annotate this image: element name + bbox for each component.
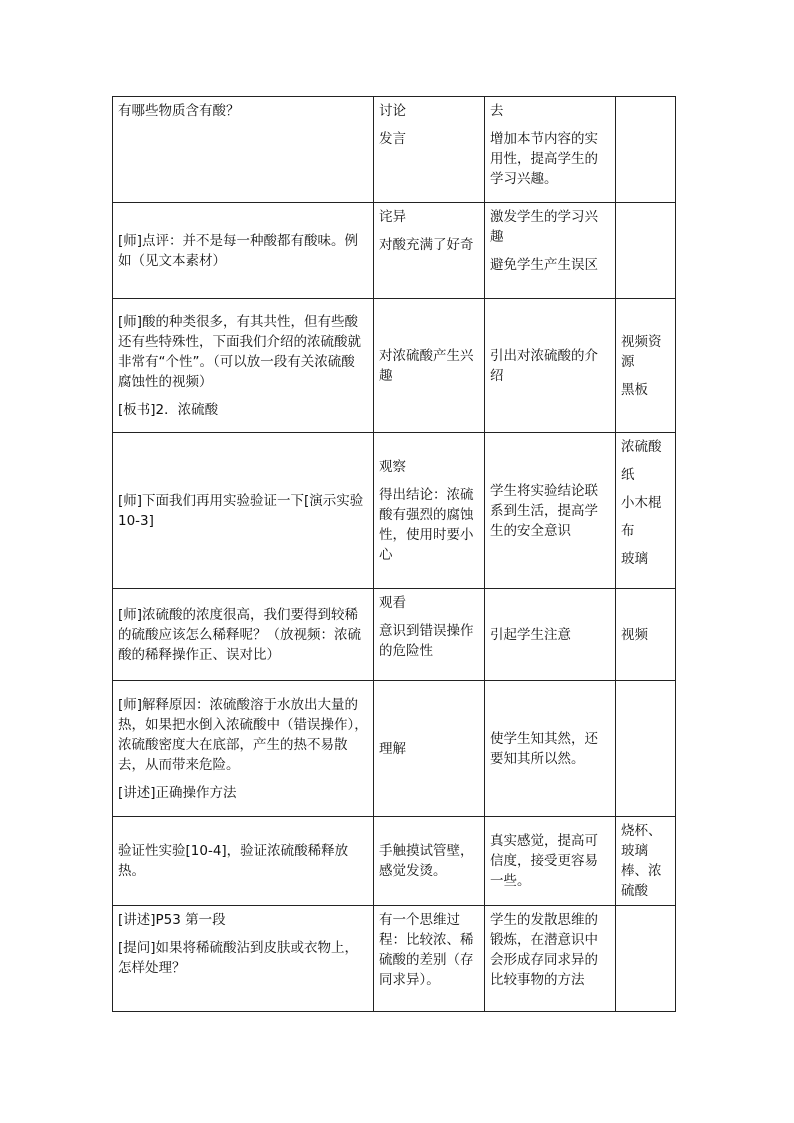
cell-text: 去 <box>490 103 504 119</box>
teacher-activity-cell <box>113 817 374 906</box>
cell-text: 增加本节内容的实用性，提高学生的学习兴趣。 <box>490 131 598 187</box>
cell-text: 视频 <box>621 626 648 643</box>
table-row <box>113 299 676 433</box>
design-intent-cell <box>485 299 616 433</box>
design-intent-cell <box>485 681 616 817</box>
resources-cell <box>616 681 676 817</box>
cell-text: [师]下面我们再用实验验证一下[演示实验 10-3] <box>118 492 364 529</box>
cell-text: 观察 <box>379 458 406 475</box>
student-activity-cell <box>374 433 485 589</box>
cell-text: 有哪些物质含有酸？ <box>118 103 240 119</box>
cell-text: [板书]2．浓硫酸 <box>118 401 219 418</box>
cell-text: 激发学生的学习兴趣 <box>490 209 598 245</box>
cell-text: [提问]如果将稀硫酸沾到皮肤或衣物上，怎样处理？ <box>118 940 359 976</box>
cell-text: [师]点评：并不是每一种酸都有酸味。例如（见文本素材） <box>118 232 359 269</box>
table-row <box>113 817 676 906</box>
resources-cell <box>616 817 676 906</box>
resources-cell <box>616 589 676 681</box>
cell-text: [师]解释原因：浓硫酸溶于水放出大量的热，如果把水倒入浓硫酸中（错误操作），浓硫酸密度大在底部，产生的热不易散去，从而带来危险。 <box>118 696 368 773</box>
cell-text: [师]浓硫酸的浓度很高，我们要得到较稀的硫酸应该怎么稀释呢？（放视频：浓硫酸的稀释操作正、误对比） <box>118 606 361 663</box>
design-intent-cell <box>485 433 616 589</box>
cell-text: 对酸充满了好奇 <box>379 237 474 253</box>
cell-text: 纸 <box>621 467 635 483</box>
design-intent-cell <box>485 97 616 203</box>
cell-text: 发言 <box>379 131 406 147</box>
resources-cell <box>616 433 676 589</box>
cell-text: 学生将实验结论联系到生活，提高学生的安全意识 <box>490 482 598 539</box>
cell-text: [师]酸的种类很多，有其共性，但有些酸还有些特殊性，下面我们介绍的浓硫酸就非常有“个性”。（可以放一段有关浓硫酸腐蚀性的视频） <box>118 313 361 390</box>
table-row <box>113 906 676 1012</box>
resources-cell <box>616 906 676 1012</box>
cell-text: 得出结论：浓硫酸有强烈的腐蚀性，使用时要小心 <box>379 486 474 563</box>
student-activity-cell <box>374 203 485 299</box>
teacher-activity-cell <box>113 906 374 1012</box>
teacher-activity-cell <box>113 299 374 433</box>
cell-text: 小木棍 <box>621 495 662 511</box>
cell-text: 有一个思维过程：比较浓、稀硫酸的差别（存同求异）。 <box>379 912 474 988</box>
cell-text: 使学生知其然，还要知其所以然。 <box>490 730 598 767</box>
student-activity-cell <box>374 681 485 817</box>
cell-text: [讲述]P53 第一段 <box>118 912 226 928</box>
table-row <box>113 203 676 299</box>
cell-text: 布 <box>621 523 635 539</box>
student-activity-cell <box>374 589 485 681</box>
cell-text: 观看 <box>379 595 406 611</box>
teacher-activity-cell <box>113 589 374 681</box>
cell-text: 对浓硫酸产生兴趣 <box>379 347 474 384</box>
cell-text: 黑板 <box>621 381 648 398</box>
cell-text: 玻璃 <box>621 551 648 567</box>
teacher-activity-cell <box>113 203 374 299</box>
student-activity-cell <box>374 299 485 433</box>
cell-text: 学生的发散思维的锻炼，在潜意识中会形成存同求异的比较事物的方法 <box>490 912 598 988</box>
teacher-activity-cell <box>113 97 374 203</box>
cell-text: 诧异 <box>379 209 406 225</box>
cell-text: 意识到错误操作的危险性 <box>379 623 474 659</box>
resources-cell <box>616 203 676 299</box>
design-intent-cell <box>485 906 616 1012</box>
lesson-plan-table <box>112 96 676 1012</box>
cell-text: 手触摸试管壁，感觉发烫。 <box>379 843 474 879</box>
cell-text: 浓硫酸 <box>621 439 662 455</box>
cell-text: 理解 <box>379 740 406 757</box>
table-row <box>113 433 676 589</box>
table-row <box>113 97 676 203</box>
student-activity-cell <box>374 906 485 1012</box>
cell-text: 引出对浓硫酸的介绍 <box>490 347 598 384</box>
cell-text: [讲述]正确操作方法 <box>118 784 237 801</box>
resources-cell <box>616 97 676 203</box>
design-intent-cell <box>485 817 616 906</box>
design-intent-cell <box>485 589 616 681</box>
cell-text: 避免学生产生误区 <box>490 257 598 273</box>
design-intent-cell <box>485 203 616 299</box>
student-activity-cell <box>374 817 485 906</box>
table-row <box>113 589 676 681</box>
table-row <box>113 681 676 817</box>
cell-text: 讨论 <box>379 103 406 119</box>
resources-cell <box>616 299 676 433</box>
cell-text: 验证性实验[10-4]，验证浓硫酸稀释放热。 <box>118 843 349 879</box>
student-activity-cell <box>374 97 485 203</box>
cell-text: 烧杯、玻璃棒、浓硫酸 <box>621 823 662 899</box>
cell-text: 引起学生注意 <box>490 626 571 643</box>
teacher-activity-cell <box>113 433 374 589</box>
cell-text: 视频资源 <box>621 333 662 370</box>
cell-text: 真实感觉，提高可信度，接受更容易一些。 <box>490 833 598 889</box>
teacher-activity-cell <box>113 681 374 817</box>
